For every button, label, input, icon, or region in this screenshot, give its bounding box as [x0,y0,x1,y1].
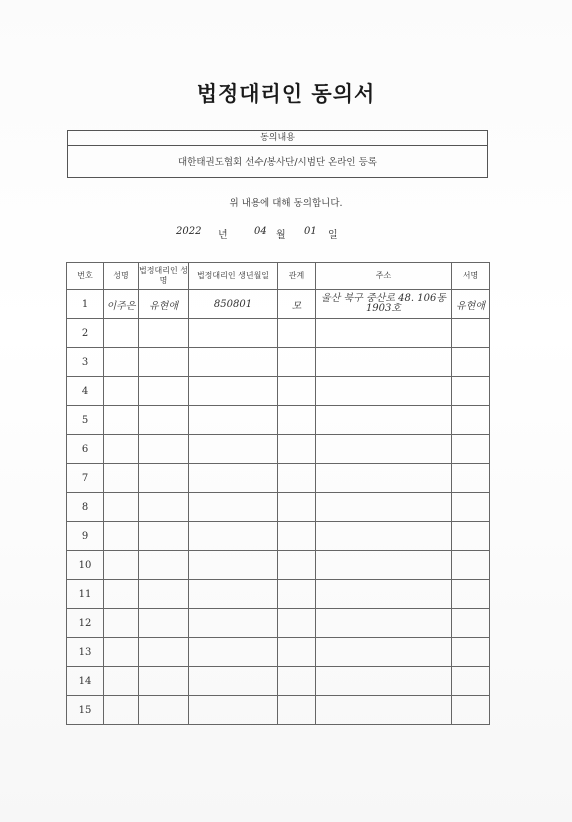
cell-student-name [104,667,139,696]
cell-signature [452,319,490,348]
cell-relation [278,638,316,667]
table-row [67,522,490,551]
cell-address [316,522,452,551]
table-row [67,435,490,464]
table-body [67,290,490,725]
cell-row-number: 3 [67,348,104,377]
cell-signature [452,638,490,667]
cell-guardian-name [139,696,189,725]
cell-guardian-birthdate [189,580,278,609]
consent-box [67,130,488,178]
cell-student-name [104,319,139,348]
cell-guardian-name [139,522,189,551]
consent-text: 대한태권도협회 선수/봉사단/시범단 온라인 등록 [177,157,377,168]
cell-row-number: 2 [67,319,104,348]
date-year-unit: 년 [218,230,228,241]
cell-relation [278,522,316,551]
cell-guardian-name [139,319,189,348]
cell-signature [452,464,490,493]
cell-address [316,406,452,435]
cell-relation [278,696,316,725]
cell-guardian-birthdate [189,667,278,696]
cell-relation [278,667,316,696]
cell-guardian-name [139,493,189,522]
header-guardian-birth: 법정대리인 생년월일 [189,263,278,290]
date-year: 2022 [176,226,202,237]
cell-signature: 유현애 [452,290,490,319]
cell-student-name [104,493,139,522]
cell-row-number: 10 [67,551,104,580]
cell-address [316,319,452,348]
cell-student-name [104,609,139,638]
cell-relation [278,580,316,609]
cell-guardian-birthdate [189,435,278,464]
cell-student-name [104,348,139,377]
cell-guardian-birthdate [189,377,278,406]
cell-relation [278,464,316,493]
table-row [67,551,490,580]
cell-relation [278,319,316,348]
table-row [67,319,490,348]
cell-address [316,435,452,464]
cell-signature [452,435,490,464]
header-address: 주소 [316,263,452,290]
cell-signature [452,522,490,551]
cell-guardian-name: 유현애 [139,290,189,319]
cell-student-name [104,464,139,493]
cell-guardian-birthdate [189,609,278,638]
cell-signature [452,406,490,435]
cell-address [316,348,452,377]
cell-address [316,493,452,522]
date-day: 01 [304,226,317,237]
cell-relation [278,348,316,377]
cell-address [316,696,452,725]
cell-guardian-birthdate [189,319,278,348]
cell-signature [452,609,490,638]
cell-address: 울산 북구 중산로 48. 106동 1903호 [316,290,452,319]
cell-row-number: 13 [67,638,104,667]
cell-student-name [104,377,139,406]
cell-relation [278,609,316,638]
cell-guardian-birthdate [189,406,278,435]
cell-guardian-name [139,638,189,667]
cell-guardian-birthdate [189,522,278,551]
header-guardian-name: 법정대리인 성명 [139,263,189,290]
cell-guardian-name [139,609,189,638]
cell-guardian-birthdate [189,493,278,522]
cell-student-name [104,638,139,667]
cell-row-number: 4 [67,377,104,406]
document-title: 법정대리인 동의서 [196,82,376,106]
header-number: 번호 [67,263,104,290]
cell-row-number: 12 [67,609,104,638]
guardian-table [66,262,490,725]
cell-guardian-birthdate [189,348,278,377]
cell-guardian-birthdate [189,638,278,667]
cell-address [316,638,452,667]
date-month-unit: 월 [276,230,286,241]
table-row [67,290,490,319]
cell-relation [278,551,316,580]
header-name: 성명 [104,263,139,290]
cell-address [316,377,452,406]
cell-relation [278,435,316,464]
cell-signature [452,580,490,609]
cell-row-number: 7 [67,464,104,493]
cell-signature [452,696,490,725]
header-relation: 관계 [278,263,316,290]
cell-signature [452,377,490,406]
cell-student-name [104,522,139,551]
header-signature: 서명 [452,263,490,290]
table-row [67,406,490,435]
cell-row-number: 1 [67,290,104,319]
table-row [67,667,490,696]
table-row [67,348,490,377]
cell-guardian-name [139,435,189,464]
cell-address [316,551,452,580]
cell-student-name [104,551,139,580]
date-line [170,226,370,246]
cell-guardian-birthdate [189,696,278,725]
cell-relation [278,406,316,435]
cell-row-number: 9 [67,522,104,551]
cell-student-name [104,435,139,464]
cell-signature [452,551,490,580]
cell-guardian-name [139,667,189,696]
date-month: 04 [254,226,267,237]
cell-address [316,464,452,493]
table-row [67,580,490,609]
table-row [67,638,490,667]
cell-guardian-birthdate: 850801 [189,290,278,319]
cell-guardian-birthdate [189,551,278,580]
cell-relation [278,493,316,522]
cell-signature [452,493,490,522]
cell-row-number: 11 [67,580,104,609]
cell-address [316,609,452,638]
cell-student-name [104,406,139,435]
cell-guardian-name [139,580,189,609]
table-row [67,696,490,725]
table-row [67,493,490,522]
cell-guardian-name [139,377,189,406]
table-row [67,464,490,493]
cell-student-name: 이주은 [104,290,139,319]
cell-student-name [104,580,139,609]
cell-guardian-name [139,551,189,580]
cell-signature [452,348,490,377]
cell-row-number: 15 [67,696,104,725]
cell-row-number: 8 [67,493,104,522]
cell-guardian-name [139,406,189,435]
date-day-unit: 일 [328,230,338,241]
table-row [67,609,490,638]
cell-row-number: 6 [67,435,104,464]
agreement-statement: 위 내용에 대해 동의합니다. [229,198,343,209]
cell-guardian-name [139,464,189,493]
cell-student-name [104,696,139,725]
cell-row-number: 14 [67,667,104,696]
cell-address [316,580,452,609]
table-row [67,377,490,406]
cell-row-number: 5 [67,406,104,435]
consent-header: 동의내용 [68,131,487,146]
cell-guardian-birthdate [189,464,278,493]
cell-guardian-name [139,348,189,377]
cell-relation: 모 [278,290,316,319]
cell-relation [278,377,316,406]
cell-address [316,667,452,696]
cell-signature [452,667,490,696]
table-header-row [67,263,490,290]
